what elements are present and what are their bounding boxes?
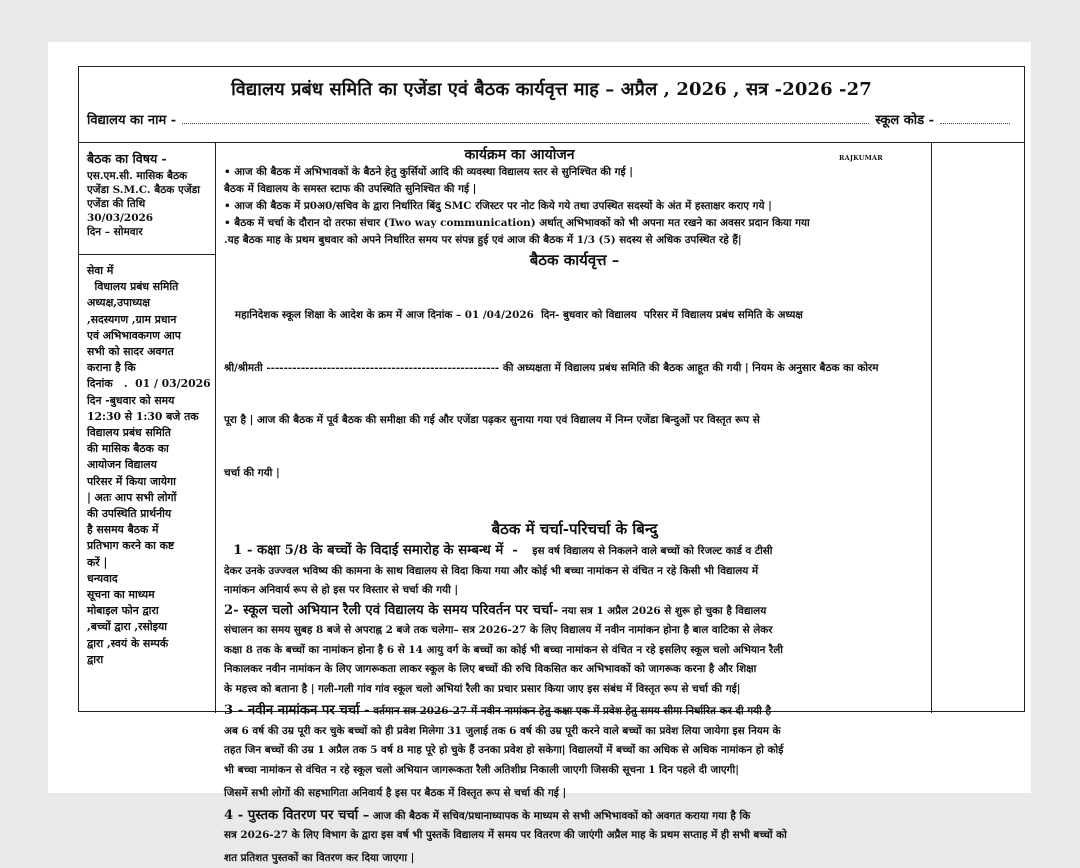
invite-line: मोबाइल फोन द्वारा: [87, 603, 213, 619]
minutes-line: चर्चा की गयी |: [224, 465, 925, 483]
point-line: संचालन का समय सुबह 8 बजे से अपराह्न 2 बजे तक चलेगा– सत्र 2026-27 के लिए विद्यालय में नवीन नामांकन होना है बाल वाटिका से लेकर: [224, 621, 925, 641]
author-mark: RAJKUMAR: [839, 154, 883, 162]
point-line: आज की बैठक में सचिव/प्रधानाध्यापक के माध्यम से सभी अभिभावकों को अवगत कराया गया है कि: [369, 810, 750, 822]
invite-line: आयोजन विद्यालय: [87, 457, 213, 473]
school-code-field[interactable]: [940, 113, 1010, 124]
invite-line: सभी को सादर अवगत: [87, 344, 213, 360]
point-line: कक्षा 8 तक के बच्चों का नामांकन होना है 6 से 14 आयु वर्ग के बच्चों का कोई भी बच्चा नामांकन से वंचित न रहे इसलिए स्कूल चलो अभियान रैली: [224, 641, 925, 661]
invite-line: दिनांक . 01 / 03/2026: [87, 376, 213, 392]
point-line: निकालकर नवीन नामांकन के लिए जागरूकता लाकर स्कूल के लिए बच्चों की रुचि विकसित कर अभिभावकों को जागरूक करना है और शिक्षा: [224, 660, 925, 680]
point-heading: 2- स्कूल चलो अभियान रैली एवं विद्यालय के समय परिवर्तन पर चर्चा-: [224, 603, 558, 618]
subject-label: बैठक का विषय -: [87, 152, 211, 166]
program-line: बैठक में विद्यालय के समस्त स्टाफ की उपस्थिति सुनिश्चित की गई |: [224, 181, 925, 198]
point-line: अब 6 वर्ष की उम्र पूरी कर चुके बच्चों को ही प्रवेश मिलेगा 31 जुलाई तक 6 वर्ष की उम्र पूरी करने वाले बच्चों का प्रवेश लिया जायेगा इस नियम के: [224, 722, 925, 742]
discussion-title: बैठक में चर्चा-परिचर्चा के बिन्दु: [224, 520, 925, 538]
point-line: इस वर्ष विद्यालय से निकलने वाले बच्चों को रिजल्ट कार्ड व टीसी: [518, 545, 773, 557]
point-line: शत प्रतिशत पुस्तकों का वितरण कर दिया जाएगा |: [224, 849, 925, 868]
minutes-line: महानिदेशक स्कूल शिक्षा के आदेश के क्रम में आज दिनांक – 01 /04/2026 दिन- बुधवार को विद्यालय परिसर में विद्यालय प्रबंध समिति के अध्यक्ष: [224, 307, 925, 325]
invite-line: ,बच्चों द्वारा ,रसोइया: [87, 619, 213, 635]
invite-line: दिन -बुधवार को समय: [87, 393, 213, 409]
document-title: विद्यालय प्रबंध समिति का एजेंडा एवं बैठक कार्यवृत्त माह – अप्रैल , 2026 , सत्र -2026 -27: [79, 77, 1024, 101]
school-name-field[interactable]: [182, 113, 869, 124]
subject-line: एजेंडा की तिथि: [87, 197, 211, 211]
point-heading: 3 - नवीन नामांकन पर चर्चा -: [224, 703, 370, 718]
point-line: नामांकन अनिवार्य रूप से हो इस पर विस्तार से चर्चा की गयी |: [224, 581, 925, 601]
point-line: तहत जिन बच्चों की उम्र 1 अप्रैल तक 5 वर्ष 8 माह पूरे हो चुके हैं उनका प्रवेश हो सकेगा| विद्यालयों में बच्चों का अधिक से अधिक नामांकन हो कोई: [224, 741, 925, 761]
point-line: सत्र 2026-27 के लिए विभाग के द्वारा इस वर्ष भी पुस्तकें विद्यालय में समय पर वितरण की जाएंगी अप्रैल माह के प्रथम सप्ताह में ही सभी बच्चों को: [224, 826, 925, 846]
document-header: [79, 67, 1024, 143]
program-line: • बैठक में चर्चा के दौरान दो तरफा संचार (Two way communication) अर्थात् अभिभावकों को भी अपना मत रखने का अवसर प्रदान किया गया: [224, 215, 925, 232]
program-line: • आज की बैठक में अभिभावकों के बैठने हेतु कुर्सियों आदि की व्यवस्था विद्यालय स्तर से सुनिश्चित की गई |: [224, 164, 925, 181]
point-line: देकर उनके उज्ज्वल भविष्य की कामना के साथ विद्यालय से विदा किया गया और कोई भी बच्चा नामांकन से वंचित न रहे किसी भी विद्यालय में: [224, 562, 925, 582]
invite-line: है ससमय बैठक में: [87, 522, 213, 538]
invite-line: की मासिक बैठक का: [87, 441, 213, 457]
invite-line: द्वारा ,स्वयं के सम्पर्क: [87, 636, 213, 652]
point-line: के महत्त्व को बताना है | गली-गली गांव गांव स्कूल चलो अभियां रैली का प्रचार प्रसार किया जाए इस संबंध में विस्तृत रूप से चर्चा की गई|: [224, 680, 925, 700]
invite-line: विधालय प्रबंध समिति: [87, 279, 213, 295]
subject-line: एजेंडा S.M.C. बैठक एजेंडा: [87, 183, 211, 197]
invite-line: सेवा में: [87, 263, 213, 279]
school-code-label: स्कूल कोड -: [875, 110, 934, 128]
invite-line: द्वारा: [87, 652, 213, 668]
point-line: जिसमें सभी लोगों की सहभागिता अनिवार्य है इस पर बैठक में विस्तृत रूप से चर्चा की गई |: [224, 784, 925, 804]
point-heading: 1 - कक्षा 5/8 के बच्चों के विदाई समारोह के सम्बन्ध में -: [224, 543, 518, 558]
point-line: नया सत्र 1 अप्रैल 2026 से शुरू हो चुका है विद्यालय: [558, 605, 766, 617]
invite-line: ,सदस्यगण ,ग्राम प्रधान: [87, 312, 213, 328]
program-line: • आज की बैठक में प्र0अ0/सचिव के द्वारा निर्धारित बिंदु SMC रजिस्टर पर नोट किये गये तथा उपस्थित सदस्यों के अंत में हस्ताक्षर कराए गये |: [224, 198, 925, 215]
school-name-label: विद्यालय का नाम -: [87, 110, 176, 128]
invite-line: करें |: [87, 555, 213, 571]
point-heading: 4 - पुस्तक वितरण पर चर्चा –: [224, 808, 369, 823]
right-blank-column: [932, 143, 1024, 713]
invite-line: एवं अभिभावकगण आप: [87, 328, 213, 344]
invite-line: 12:30 से 1:30 बजे तक: [87, 409, 213, 425]
minutes-section: [224, 272, 925, 517]
invite-line: कराना है कि: [87, 360, 213, 376]
main-column: [216, 143, 932, 713]
invite-line: प्रतिभाग करने का कष्ट: [87, 538, 213, 554]
invite-line: विद्यालय प्रबंध समिति: [87, 425, 213, 441]
minutes-title: बैठक कार्यवृत्त –: [224, 251, 925, 269]
point-line: भी बच्चा नामांकन से वंचित न रहे स्कूल चलो अभियान जागरूकता रैली अतिशीघ्र निकाली जाएगी जिसकी सूचना 1 दिन पहले दी जाएगी|: [224, 761, 925, 781]
discussion-point-2: [224, 601, 925, 700]
subject-line: 30/03/2026: [87, 211, 211, 225]
minutes-table: [78, 66, 1025, 712]
program-line: .यह बैठक माह के प्रथम बुधवार को अपने निर्धारित समय पर संपन्न हुई एवं आज की बैठक में 1/3 (5) सदस्य से अधिक उपस्थित रहे हैं|: [224, 232, 925, 249]
invite-line: धन्यवाद: [87, 571, 213, 587]
left-column: [79, 143, 216, 713]
school-info-row: [87, 108, 1016, 128]
program-section: [224, 164, 925, 249]
minutes-line: पूरा है | आज की बैठक में पूर्व बैठक की समीक्षा की गई और एजेंडा पढ़कर सुनाया गया एवं विद्यालय में निम्न एजेंडा बिन्दुओं पर विस्तृत रूप से: [224, 412, 925, 430]
invite-line: की उपस्थिति प्रार्थनीय: [87, 506, 213, 522]
subject-line: एस.एम.सी. मासिक बैठक: [87, 169, 211, 183]
invite-line: सूचना का माध्यम: [87, 587, 213, 603]
discussion-point-4: [224, 806, 925, 868]
subject-line: दिन – सोमवार: [87, 225, 211, 239]
minutes-line: श्री/श्रीमती ------------------------------------------------------ की अध्यक्षता में विद्यालय प्रबंध समिति की बैठक आहूत की गयी | नियम के अनुसार बैठक का कोरम: [224, 360, 925, 378]
discussion-point-1: [224, 541, 925, 601]
program-title: कार्यक्रम का आयोजन: [114, 146, 925, 164]
invite-line: परिसर में किया जायेगा: [87, 474, 213, 490]
discussion-point-3: [224, 701, 925, 804]
point-line: वर्तमान सत्र 2026-27 में नवीन नामांकन हेतु कक्षा एक में प्रवेश हेतु समय सीमा निर्धारित कर दी गयी है: [370, 705, 771, 717]
invite-line: अध्यक्ष,उपाध्यक्ष: [87, 295, 213, 311]
invitation-cell: [79, 255, 215, 668]
invite-line: | अतः आप सभी लोगों: [87, 490, 213, 506]
document-page: [48, 42, 1031, 793]
